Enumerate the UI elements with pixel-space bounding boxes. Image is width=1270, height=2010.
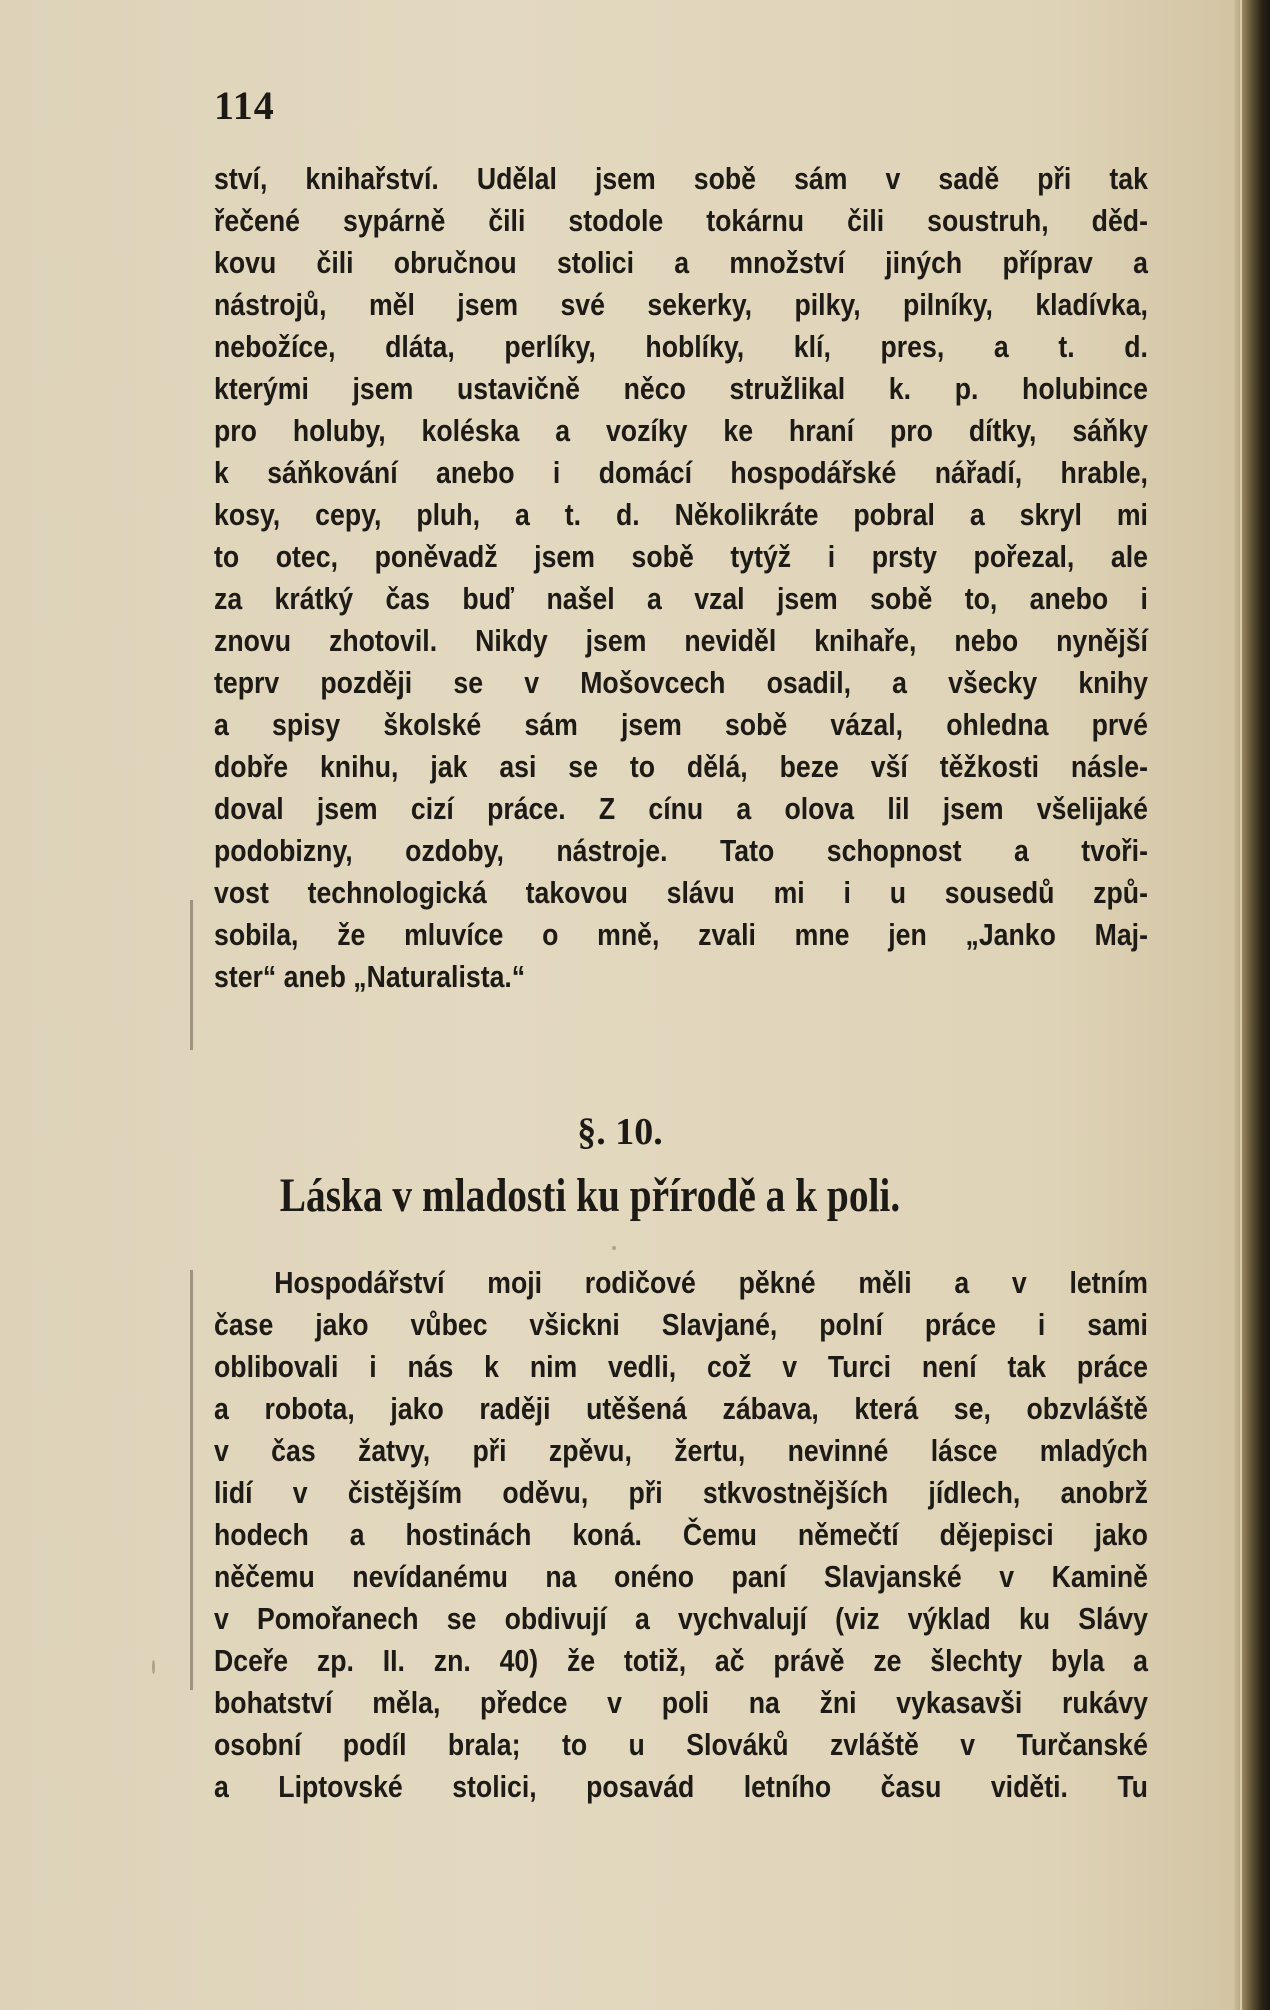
text-line: kterými jsem ustavičně něco stružlikal k. p. holubince (214, 371, 1148, 406)
text-line: a robota, jako raději utěšená zábava, která se, obzvláště (214, 1391, 1148, 1426)
text-line: něčemu nevídanému na onéno paní Slavjanské v Kamině (214, 1559, 1148, 1594)
section-title: Láska v mladosti ku přírodě a k poli. (279, 1169, 901, 1222)
text-line: Hospodářství moji rodičové pěkné měli a v letním (274, 1265, 1148, 1300)
text-line: kosy, cepy, pluh, a t. d. Několikráte pobral a skryl mi (214, 497, 1148, 532)
text-line: to otec, poněvadž jsem sobě tytýž i prsty pořezal, ale (214, 539, 1148, 574)
text-line: bohatství měla, předce v poli na žni vykasavši rukávy (214, 1685, 1148, 1720)
text-line: Dceře zp. II. zn. 40) že totiž, ač právě ze šlechty byla a (214, 1643, 1148, 1678)
paper-speck (152, 1660, 155, 1674)
text-line: nástrojů, měl jsem své sekerky, pilky, pilníky, kladívka, (214, 287, 1148, 322)
text-line: vost technologická takovou slávu mi i u sousedů způ- (214, 875, 1148, 910)
text-line: a spisy školské sám jsem sobě vázal, ohledna prvé (214, 707, 1148, 742)
text-line: podobizny, ozdoby, nástroje. Tato schopnost a tvoři- (214, 833, 1148, 868)
text-line: ster“ aneb „Naturalista.“ (214, 959, 526, 994)
text-line: pro holuby, koléska a vozíky ke hraní pro dítky, sáňky (214, 413, 1148, 448)
text-line: k sáňkování anebo i domácí hospodářské nářadí, hrable, (214, 455, 1148, 490)
text-line: doval jsem cizí práce. Z cínu a olova lil jsem všelijaké (214, 791, 1148, 826)
page-number: 114 (214, 83, 275, 128)
text-line: nebožíce, dláta, perlíky, hoblíky, klí, pres, a t. d. (214, 329, 1148, 364)
paragraph-farming (214, 1262, 1148, 1808)
text-line: řečené sypárně čili stodole tokárnu čili soustruh, děd- (214, 203, 1148, 238)
margin-pencil-mark (190, 900, 193, 1050)
text-line: osobní podíl brala; to u Slováků zvláště v Turčanské (214, 1727, 1148, 1762)
text-line: hodech a hostinách koná. Čemu němečtí dějepisci jako (214, 1517, 1148, 1552)
text-line: čase jako vůbec všickni Slavjané, polní práce i sami (214, 1307, 1148, 1342)
text-line: sobila, že mluvíce o mně, zvali mne jen „Janko Maj- (214, 917, 1148, 952)
text-line: lidí v čistějším oděvu, při stkvostnějších jídlech, anobrž (214, 1475, 1148, 1510)
margin-pencil-mark (190, 1270, 193, 1690)
text-line: oblibovali i nás k nim vedli, což v Turci není tak práce (214, 1349, 1148, 1384)
section-number: §. 10. (577, 1111, 663, 1153)
paragraph-technology (214, 158, 1148, 998)
text-line: znovu zhotovil. Nikdy jsem neviděl knihaře, nebo nynější (214, 623, 1148, 658)
text-line: za krátký čas buď našel a vzal jsem sobě to, anebo i (214, 581, 1148, 616)
text-line: teprv později se v Mošovcech osadil, a všecky knihy (214, 665, 1148, 700)
paper-speck (612, 1246, 616, 1250)
page-edge (1234, 0, 1240, 2010)
text-line: kovu čili obručnou stolici a množství jiných příprav a (214, 245, 1148, 280)
text-line: v čas žatvy, při zpěvu, žertu, nevinné lásce mladých (214, 1433, 1148, 1468)
text-line: dobře knihu, jak asi se to dělá, beze vší těžkosti násle- (214, 749, 1148, 784)
text-line: a Liptovské stolici, posavád letního času viděti. Tu (214, 1769, 1148, 1804)
text-line: v Pomořanech se obdivují a vychvalují (viz výklad ku Slávy (214, 1601, 1148, 1636)
text-line: ství, knihařství. Udělal jsem sobě sám v sadě při tak (214, 161, 1148, 196)
book-spine (1242, 0, 1270, 2010)
